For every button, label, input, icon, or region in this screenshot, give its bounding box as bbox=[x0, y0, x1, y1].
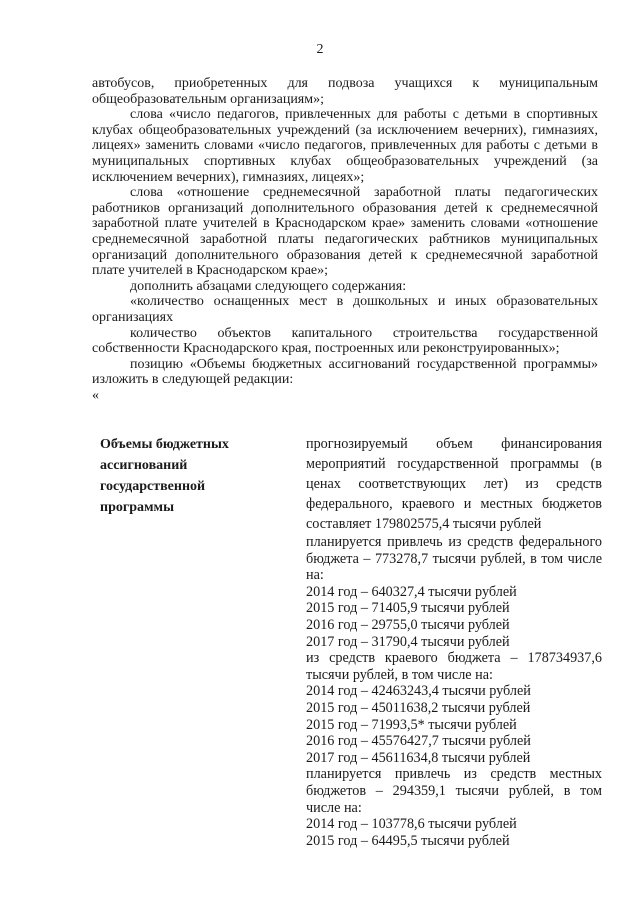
regional-year-row: 2016 год – 45576427,7 тысячи рублей bbox=[306, 733, 531, 750]
paragraph-1: автобусов, приобретенных для подвоза учащихся к муниципальным общеобразовательным организациям»; bbox=[92, 76, 598, 107]
regional-year-row: 2017 год – 45611634,8 тысячи рублей bbox=[306, 749, 531, 766]
federal-year-row: 2014 год – 640327,4 тысячи рублей bbox=[306, 583, 517, 600]
page-number: 2 bbox=[316, 42, 324, 57]
paragraph-2: слова «число педагогов, привлеченных для работы с детьми в спортивных клубах общеобразовательных учреждений (за исключением вечерних), гимназиях, лицеях» заменить словами «число педагогов, привлеченных для работы с детьми в муниципальных спортивных клубах общеобразовательных учреждений (за исключением вечерних), гимназиях, лицеях»; bbox=[92, 107, 598, 185]
paragraph-4: дополнить абзацами следующего содержания: bbox=[130, 278, 407, 294]
regional-year-row: 2015 год – 71993,5* тысячи рублей bbox=[306, 716, 517, 733]
federal-year-row: 2015 год – 71405,9 тысячи рублей bbox=[306, 600, 510, 617]
local-year-row: 2014 год – 103778,6 тысячи рублей bbox=[306, 816, 517, 833]
regional-intro: из средств краевого бюджета – 178734937,6 тысячи рублей, в том числе на: bbox=[306, 650, 602, 683]
paragraph-5: «количество оснащенных мест в дошкольных и иных образовательных организациях bbox=[92, 294, 598, 325]
table-left-label: Объемы бюджетных ассигнований государственной программы bbox=[100, 437, 229, 515]
regional-year-row: 2014 год – 42463243,4 тысячи рублей bbox=[306, 683, 531, 700]
paragraph-6: количество объектов капитального строительства государственной собственности Краснодарского края, построенных или реконструированных»; bbox=[92, 325, 598, 357]
regional-year-row: 2015 год – 45011638,2 тысячи рублей bbox=[306, 699, 531, 716]
paragraph-3: слова «отношение среднемесячной заработной платы педагогических работников организаций дополнительного образования детей к среднемесячной заработной плате учителей в Краснодарском крае» заменить словами «отношение среднемесячной заработной платы педагогических рабтников муниципальных организаций дополнительного образования детей к среднемесячной заработной плате учителей в Краснодарском крае»; bbox=[92, 185, 598, 279]
quote-open-mark: « bbox=[92, 387, 99, 403]
paragraph-7: позицию «Объемы бюджетных ассигнований государственной программы» изложить в следующей редакции: bbox=[92, 356, 598, 388]
local-year-row: 2015 год – 64495,5 тысячи рублей bbox=[306, 832, 510, 849]
table-right-content bbox=[306, 434, 602, 849]
federal-year-row: 2016 год – 29755,0 тысячи рублей bbox=[306, 616, 510, 633]
document-body bbox=[92, 76, 598, 403]
local-intro: планируется привлечь из средств местных бюджетов – 294359,1 тысячи рублей, в том числе на: bbox=[306, 766, 602, 816]
financing-intro: прогнозируемый объем финансирования мероприятий государственной программы (в ценах соответствующих лет) из средств федерального, краевого и местных бюджетов составляет 179802575,4 тысячи рублей bbox=[306, 436, 602, 532]
federal-year-row: 2017 год – 31790,4 тысячи рублей bbox=[306, 633, 510, 650]
federal-intro: планируется привлечь из средств федерального бюджета – 773278,7 тысячи рублей, в том числе на: bbox=[306, 534, 602, 584]
